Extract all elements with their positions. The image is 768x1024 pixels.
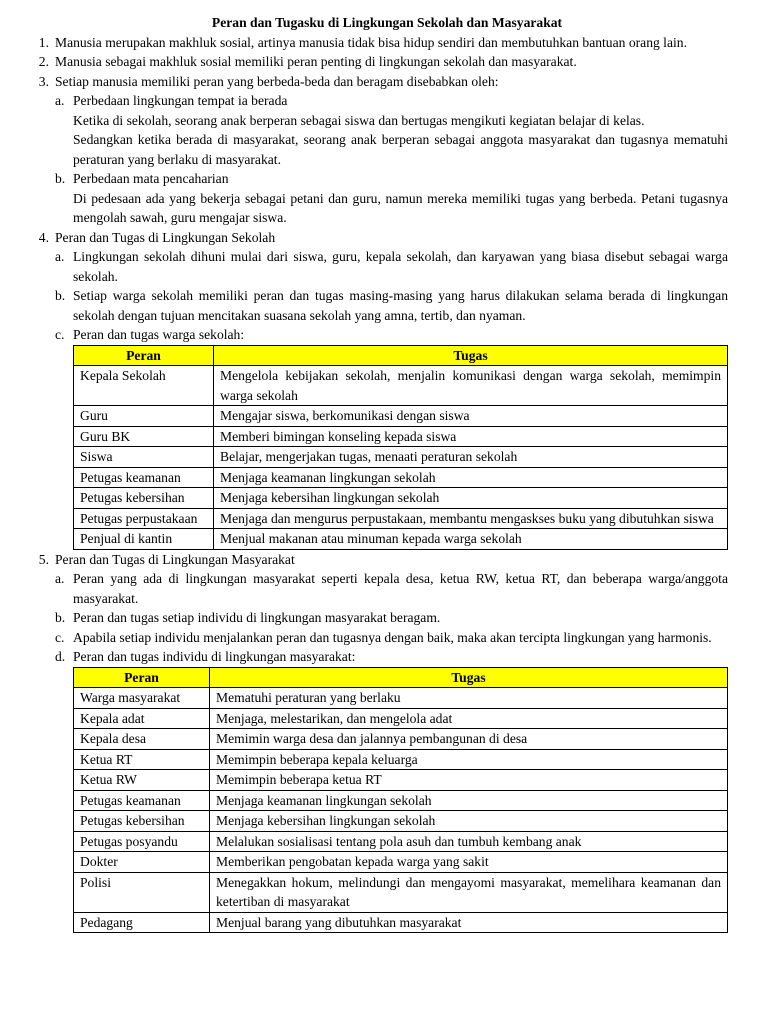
table-header-row (74, 667, 728, 688)
table-row (74, 912, 728, 933)
duty-cell: Mematuhi peraturan yang berlaku (210, 688, 728, 709)
role-cell: Pedagang (74, 912, 210, 933)
duty-cell: Menjual makanan atau minuman kepada warga sekolah (214, 529, 728, 550)
sub-item-4c (55, 325, 728, 550)
page-title: Peran dan Tugasku di Lingkungan Sekolah dan Masyarakat (211, 15, 563, 30)
sub-item-paragraph: Di pedesaan ada yang bekerja sebagai petani dan guru, namun mereka memiliki tugas yang berbeda. Petani tugasnya mengolah sawah, guru mengajar siswa. (73, 190, 728, 225)
duty-cell: Mengajar siswa, berkomunikasi dengan siswa (214, 406, 728, 427)
sub-marker: c. (55, 327, 65, 342)
duty-cell: Belajar, mengerjakan tugas, menaati peraturan sekolah (214, 447, 728, 468)
table-row (74, 529, 728, 550)
list-item-text: Setiap manusia memiliki peran yang berbeda-beda dan beragam disebabkan oleh: (55, 73, 499, 89)
role-cell: Petugas kebersihan (74, 811, 210, 832)
sub-list (55, 91, 728, 228)
role-cell: Guru BK (74, 426, 214, 447)
list-item-1 (26, 33, 728, 53)
duty-cell: Memimpin beberapa kepala keluarga (210, 749, 728, 770)
table-row (74, 688, 728, 709)
duty-cell: Menjaga keamanan lingkungan sekolah (214, 467, 728, 488)
sub-marker: a. (55, 249, 65, 264)
sub-item-3b (55, 169, 728, 228)
table-row (74, 447, 728, 468)
table-row (74, 811, 728, 832)
role-cell: Petugas posyandu (74, 831, 210, 852)
table-row (74, 467, 728, 488)
list-marker: 2. (38, 54, 49, 69)
table-row (74, 790, 728, 811)
sub-marker: a. (55, 93, 65, 108)
sub-marker: b. (55, 610, 66, 625)
role-cell: Petugas keamanan (74, 790, 210, 811)
sub-marker: d. (55, 649, 66, 664)
duty-cell: Menjaga keamanan lingkungan sekolah (210, 790, 728, 811)
sub-list (55, 569, 728, 933)
sub-item-5b (55, 608, 728, 628)
table-header-tugas: Tugas (210, 667, 728, 688)
list-item-5 (26, 550, 728, 934)
sub-item-5c (55, 628, 728, 648)
table-header-peran: Peran (74, 667, 210, 688)
community-roles-table (73, 667, 728, 934)
table-row (74, 708, 728, 729)
sub-item-4b (55, 286, 728, 325)
list-item-3 (26, 72, 728, 228)
role-cell: Kepala adat (74, 708, 210, 729)
table-row (74, 426, 728, 447)
table-header-row (74, 345, 728, 366)
duty-cell: Memberikan pengobatan kepada warga yang sakit (210, 852, 728, 873)
table-row (74, 508, 728, 529)
sub-item-text: Peran dan tugas setiap individu di lingkungan masyarakat beragam. (73, 610, 441, 625)
sub-item-text: Peran dan tugas warga sekolah: (73, 327, 245, 342)
table-row (74, 770, 728, 791)
role-cell: Kepala Sekolah (74, 366, 214, 406)
sub-marker: a. (55, 571, 65, 586)
list-item-4 (26, 228, 728, 550)
sub-item-3a (55, 91, 728, 169)
role-cell: Ketua RT (74, 749, 210, 770)
school-roles-table (73, 345, 728, 550)
duty-cell: Menjaga, melestarikan, dan mengelola adat (210, 708, 728, 729)
sub-marker: b. (55, 171, 66, 186)
list-marker: 3. (38, 73, 49, 89)
duty-cell: Memimin warga desa dan jalannya pembangunan di desa (210, 729, 728, 750)
sub-item-text: Apabila setiap individu menjalankan peran dan tugasnya dengan baik, maka akan tercipta lingkungan yang harmonis. (73, 629, 712, 645)
sub-item-text: Perbedaan mata pencaharian (73, 171, 229, 186)
table-row (74, 852, 728, 873)
role-cell: Kepala desa (74, 729, 210, 750)
sub-item-5d (55, 647, 728, 933)
table-row (74, 729, 728, 750)
list-item-text: Manusia sebagai makhluk sosial memiliki peran penting di lingkungan sekolah dan masyarakat. (55, 54, 577, 69)
table-header-peran: Peran (74, 345, 214, 366)
role-cell: Ketua RW (74, 770, 210, 791)
role-cell: Penjual di kantin (74, 529, 214, 550)
duty-cell: Menegakkan hokum, melindungi dan mengayomi masyarakat, memelihara keamanan dan ketertiban di masyarakat (210, 872, 728, 912)
sub-item-text: Peran yang ada di lingkungan masyarakat seperti kepala desa, ketua RW, ketua RT, dan beberapa warga/anggota masyarakat. (73, 571, 728, 606)
table-row (74, 831, 728, 852)
duty-cell: Menjaga kebersihan lingkungan sekolah (214, 488, 728, 509)
list-marker: 1. (38, 34, 49, 50)
table-row (74, 872, 728, 912)
sub-item-text: Lingkungan sekolah dihuni mulai dari siswa, guru, kepala sekolah, dan karyawan yang biasa disebut sebagai warga sekolah. (73, 249, 728, 284)
role-cell: Petugas kebersihan (74, 488, 214, 509)
duty-cell: Mengelola kebijakan sekolah, menjalin komunikasi dengan warga sekolah, memimpin warga sekolah (214, 366, 728, 406)
sub-marker: b. (55, 288, 66, 303)
role-cell: Polisi (74, 872, 210, 912)
duty-cell: Menjual barang yang dibutuhkan masyarakat (210, 912, 728, 933)
duty-cell: Memimpin beberapa ketua RT (210, 770, 728, 791)
sub-item-text: Setiap warga sekolah memiliki peran dan tugas masing-masing yang harus dilakukan selama berada di lingkungan sekolah dengan tujuan mencitakan suasana sekolah yang amna, tertib, dan nyaman. (73, 288, 728, 323)
role-cell: Petugas keamanan (74, 467, 214, 488)
role-cell: Petugas perpustakaan (74, 508, 214, 529)
list-item-text: Manusia merupakan makhluk sosial, artinya manusia tidak bisa hidup sendiri dan membutuhkan bantuan orang lain. (55, 34, 687, 50)
table-header-tugas: Tugas (214, 345, 728, 366)
duty-cell: Menjaga dan mengurus perpustakaan, membantu mengaskses buku yang dibutuhkan siswa (214, 508, 728, 529)
role-cell: Siswa (74, 447, 214, 468)
table-row (74, 749, 728, 770)
list-item-2 (26, 52, 728, 72)
list-marker: 4. (38, 229, 49, 245)
table-row (74, 488, 728, 509)
sub-item-5a (55, 569, 728, 608)
main-list (26, 33, 728, 934)
list-item-text: Peran dan Tugas di Lingkungan Sekolah (55, 229, 276, 245)
list-marker: 5. (38, 551, 49, 567)
sub-item-text: Peran dan tugas individu di lingkungan masyarakat: (73, 649, 356, 664)
duty-cell: Memberi bimingan konseling kepada siswa (214, 426, 728, 447)
duty-cell: Melalukan sosialisasi tentang pola asuh dan tumbuh kembang anak (210, 831, 728, 852)
sub-item-4a (55, 247, 728, 286)
sub-item-text: Perbedaan lingkungan tempat ia berada (73, 93, 288, 108)
table-row (74, 406, 728, 427)
role-cell: Guru (74, 406, 214, 427)
sub-list (55, 247, 728, 550)
list-item-text: Peran dan Tugas di Lingkungan Masyarakat (55, 551, 295, 567)
role-cell: Warga masyarakat (74, 688, 210, 709)
sub-item-paragraph: Ketika di sekolah, seorang anak berperan sebagai siswa dan bertugas mengikuti kegiatan belajar di kelas. (73, 112, 645, 128)
sub-marker: c. (55, 629, 65, 645)
role-cell: Dokter (74, 852, 210, 873)
sub-item-paragraph: Sedangkan ketika berada di masyarakat, seorang anak berperan sebagai anggota masyarakat dan tugasnya mematuhi peraturan yang berlaku di masyarakat. (73, 132, 728, 167)
duty-cell: Menjaga kebersihan lingkungan sekolah (210, 811, 728, 832)
table-row (74, 366, 728, 406)
